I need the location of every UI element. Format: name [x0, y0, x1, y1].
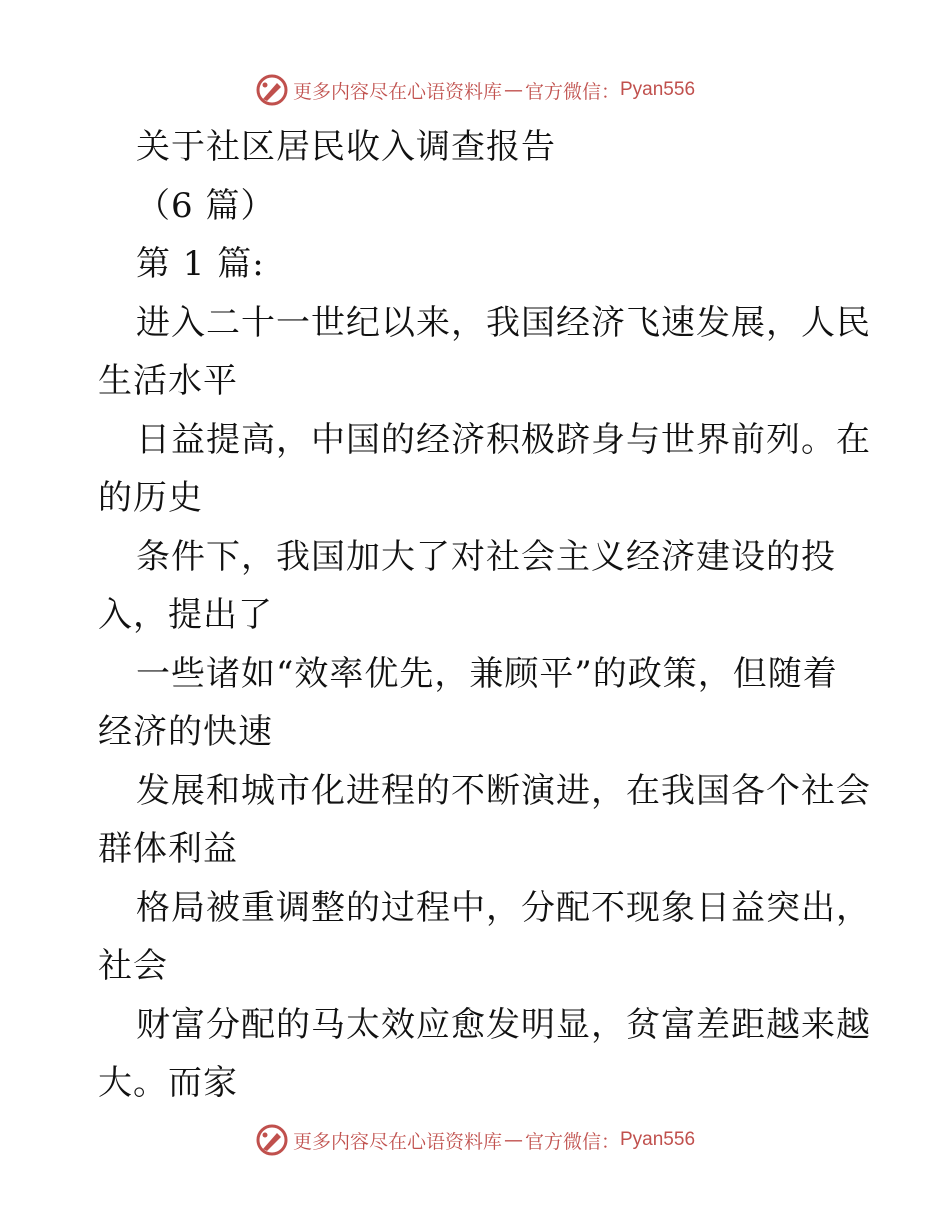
- text-line: 入，提出了: [98, 595, 273, 635]
- text-line: 经济的快速: [98, 712, 273, 752]
- document-title: 关于社区居民收入调查报告: [136, 127, 556, 167]
- banner-wechat-id: Pyan556: [620, 1129, 696, 1150]
- text-line: 社会: [98, 946, 168, 986]
- text-line: 发展和城市化进程的不断演进，在我国各个社会: [136, 770, 871, 811]
- text-line: 格局被重调整的过程中，分配不现象日益突出，: [136, 887, 871, 928]
- header-banner: [0, 70, 950, 110]
- text-line: 日益提高，中国的经济积极跻身与世界前列。在: [136, 419, 871, 460]
- footer-banner: [0, 1120, 950, 1160]
- text-line: 一些诸如“效率优先，兼顾平”的政策，但随着: [136, 653, 838, 694]
- text-line: 条件下，我国加大了对社会主义经济建设的投: [136, 536, 836, 577]
- banner-wechat-label: 官方微信：: [524, 1130, 620, 1153]
- paragraph: [98, 294, 871, 1113]
- text-line: 进入二十一世纪以来，我国经济飞速发展，人民: [136, 302, 871, 343]
- text-line: 生活水平: [98, 361, 238, 401]
- document-count: （6 篇）: [136, 185, 276, 226]
- banner-separator: —: [503, 79, 523, 101]
- banner-separator: —: [503, 1129, 523, 1151]
- section-heading: 第 1 篇:: [136, 244, 265, 284]
- text-line: 财富分配的马太效应愈发明显，贫富差距越来越: [136, 1004, 871, 1045]
- text-line: 大。而家: [98, 1063, 238, 1103]
- text-line: 群体利益: [98, 829, 238, 869]
- banner-wechat-label: 官方微信：: [524, 80, 620, 103]
- document-body: [98, 118, 871, 1113]
- banner-brand: 更多内容尽在心语资料库: [292, 1130, 502, 1153]
- banner-wechat-id: Pyan556: [620, 79, 696, 100]
- text-line: 的历史: [98, 478, 203, 518]
- banner-brand: 更多内容尽在心语资料库: [292, 80, 502, 103]
- pen-logo-icon: [255, 73, 289, 107]
- pen-logo-icon: [255, 1123, 289, 1157]
